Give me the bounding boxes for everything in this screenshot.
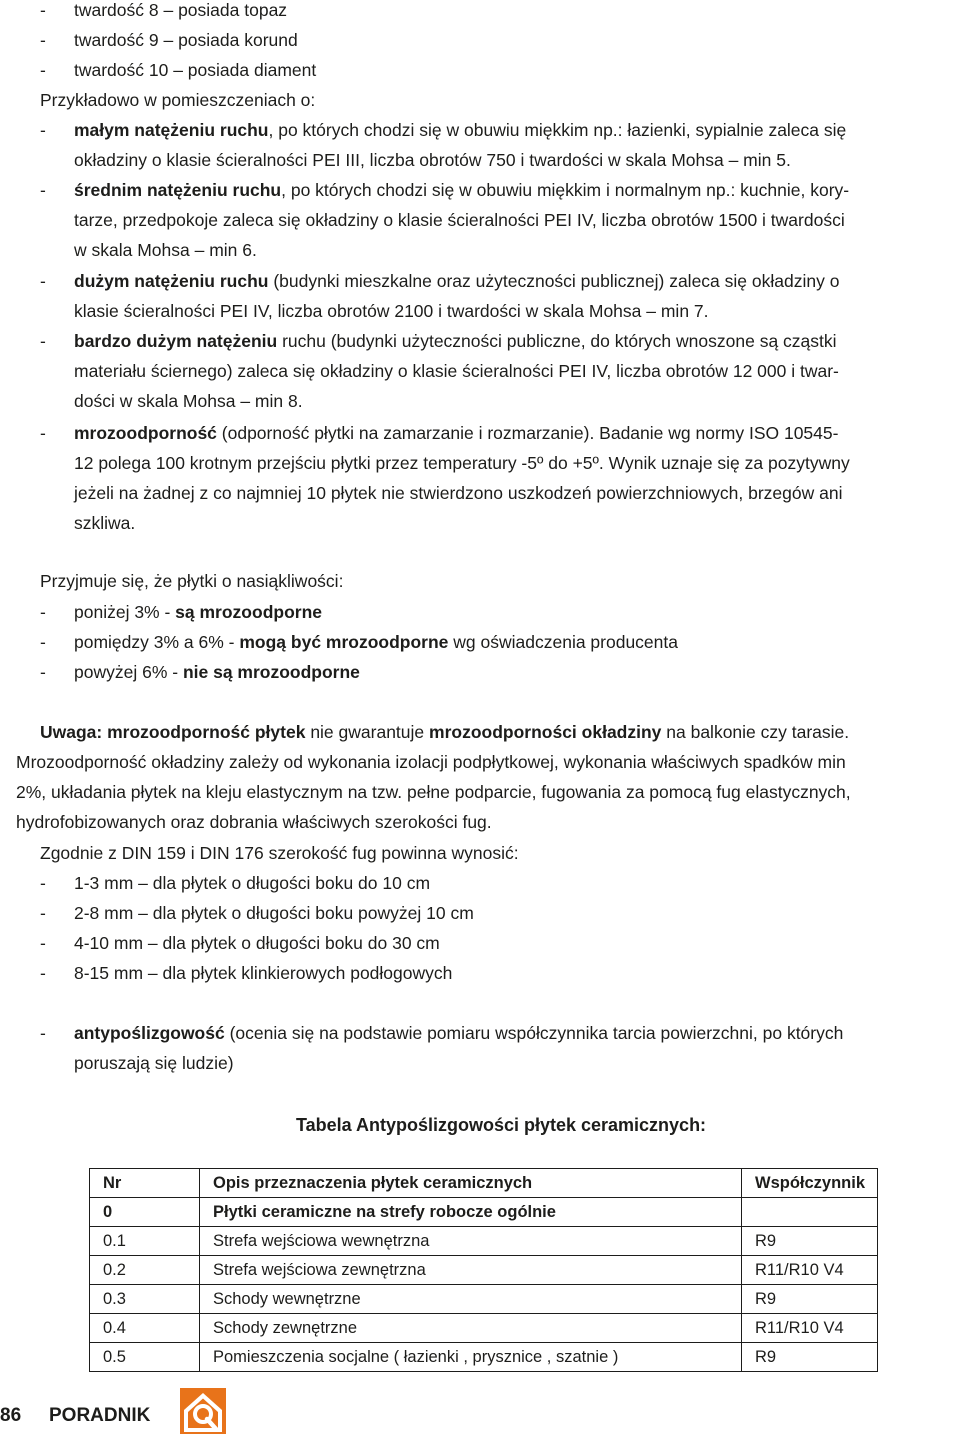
din-intro: Zgodnie z DIN 159 i DIN 176 szerokość fug powinna wynosić: <box>40 843 519 863</box>
header-cell: Opis przeznaczenia płytek ceramicznych <box>200 1169 742 1198</box>
list-item: - średnim natężeniu ruchu, po których chodzi się w obuwiu miękkim i normalnym np.: kuchnie, kory- tarze, przedpokoje zaleca się okładziny o klasie ścieralności PEI IV, liczba obrotów 1500 i twardości w skala Mohsa – min 6. <box>40 180 850 260</box>
table-row: 0.5 Pomieszczenia socjalne ( łazienki , prysznice , szatnie ) R9 <box>90 1343 878 1372</box>
list-item: - pomiędzy 3% a 6% - mogą być mrozoodporne wg oświadczenia producenta <box>40 632 678 652</box>
footer-label: PORADNIK <box>49 1405 151 1426</box>
rooms-intro: Przykładowo w pomieszczeniach o: <box>40 90 316 110</box>
list-item: - 8-15 mm – dla płytek klinkierowych podłogowych <box>40 963 453 983</box>
table-row: 0 Płytki ceramiczne na strefy robocze ogólnie <box>90 1198 878 1227</box>
house-logo-icon <box>180 1388 226 1434</box>
list-item: - poniżej 3% - są mrozoodporne <box>40 602 322 622</box>
list-item: - małym natężeniu ruchu, po których chodzi się w obuwiu miękkim np.: łazienki, sypialnie zaleca się okładziny o klasie ścieralności PEI III, liczba obrotów 750 i twardości w skala Mohsa – min 5. <box>40 120 847 170</box>
slip-table <box>89 1168 878 1372</box>
list-item: - dużym natężeniu ruchu (budynki mieszkalne oraz użyteczności publicznej) zaleca się okładziny o klasie ścieralności PEI IV, liczba obrotów 2100 i twardości w skala Mohsa – min 7. <box>40 271 840 321</box>
header-cell: Nr <box>90 1169 200 1198</box>
list-item: - powyżej 6% - nie są mrozoodporne <box>40 662 360 682</box>
absorb-intro: Przyjmuje się, że płytki o nasiąkliwości: <box>40 571 344 591</box>
table-row: 0.4 Schody zewnętrzne R11/R10 V4 <box>90 1314 878 1343</box>
list-item: - antypoślizgowość (ocenia się na podstawie pomiaru współczynnika tarcia powierzchni, po których poruszają się ludzie) <box>40 1023 844 1073</box>
list-item: - twardość 9 – posiada korund <box>40 30 298 50</box>
table-row: 0.2 Strefa wejściowa zewnętrzna R11/R10 V4 <box>90 1256 878 1285</box>
list-item: - twardość 8 – posiada topaz <box>40 0 288 20</box>
table-title: Tabela Antypoślizgowości płytek ceramicznych: <box>295 1115 707 1135</box>
list-item: - bardzo dużym natężeniu ruchu (budynki użyteczności publiczne, do których wnoszone są cząstki materiału ściernego) zaleca się okładziny o klasie ścieralności PEI IV, liczba obrotów 12 000 i twar- dości w skala Mohsa – min 8. <box>40 331 839 411</box>
list-item: - mrozoodporność (odporność płytki na zamarzanie i rozmarzanie). Badanie wg normy ISO 10545- 12 polega 100 krotnym przejściu płytki przez temperatury -5º do +5º. Wynik uznaje się za pozytywny jeżeli na żadnej z co najmniej 10 płytek nie stwierdzono uszkodzeń powierzchniowych, brzegów ani szkliwa. <box>40 423 850 533</box>
table-row: 0.1 Strefa wejściowa wewnętrzna R9 <box>90 1227 878 1256</box>
list-item: - twardość 10 – posiada diament <box>40 60 317 80</box>
header-cell: Współczynnik <box>742 1169 878 1198</box>
page-number: 86 <box>0 1405 22 1426</box>
note-paragraph: Uwaga: mrozoodporność płytek nie gwarantuje mrozoodporności okładziny na balkonie czy tarasie. Mrozoodporność okładziny zależy od wykonania izolacji podpłytkowej, wykonania właściwych spadków min 2%, układania płytek na kleju elastycznym na tzw. pełne podparcie, fugowania za pomocą fug elastycznych, hydrofobizowanych oraz dobrania właściwych szerokości fug. <box>16 722 851 832</box>
table-header-row <box>90 1169 878 1198</box>
table-row: 0.3 Schody wewnętrzne R9 <box>90 1285 878 1314</box>
list-item: - 2-8 mm – dla płytek o długości boku powyżej 10 cm <box>40 903 474 923</box>
list-item: - 4-10 mm – dla płytek o długości boku do 30 cm <box>40 933 440 953</box>
list-item: - 1-3 mm – dla płytek o długości boku do 10 cm <box>40 873 431 893</box>
